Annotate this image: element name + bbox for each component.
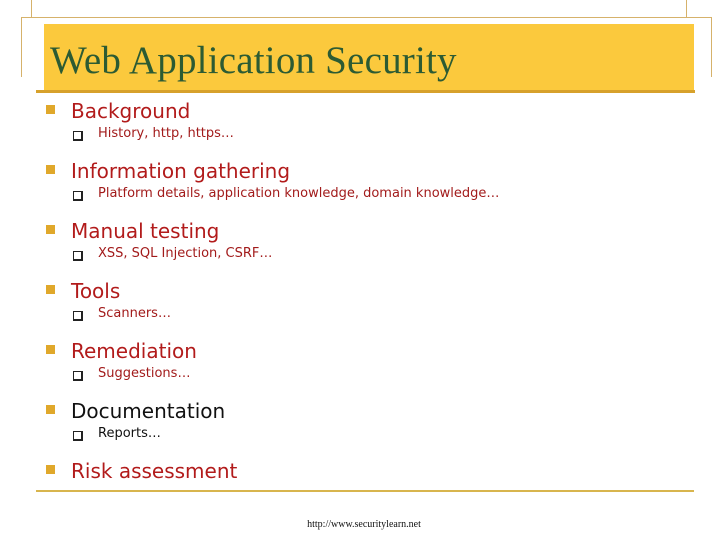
hollow-square-bullet-icon [73, 371, 83, 381]
outline-sub-label: Suggestions… [98, 366, 191, 381]
footer-url: http://www.securitylearn.net [307, 519, 421, 530]
outline-label: Information gathering [71, 159, 291, 183]
outline-item-tools [46, 275, 696, 335]
slide-frame-top-line [21, 17, 712, 18]
outline-item-remediation [46, 335, 696, 395]
square-bullet-icon [46, 465, 55, 474]
title-rule [36, 90, 695, 93]
outline-sub-label: Platform details, application knowledge, domain knowledge… [98, 186, 500, 201]
hollow-square-bullet-icon [73, 431, 83, 441]
outline-label: Remediation [71, 339, 197, 363]
square-bullet-icon [46, 285, 55, 294]
slide-frame-right-tick [686, 0, 687, 17]
square-bullet-icon [46, 345, 55, 354]
slide-frame-left-line [21, 17, 22, 77]
square-bullet-icon [46, 165, 55, 174]
hollow-square-bullet-icon [73, 251, 83, 261]
outline-label: Tools [71, 279, 121, 303]
hollow-square-bullet-icon [73, 311, 83, 321]
outline-item-information-gathering [46, 155, 696, 215]
outline-item-documentation [46, 395, 696, 455]
outline-label: Background [71, 99, 191, 123]
outline-item-risk-assessment [46, 455, 696, 487]
square-bullet-icon [46, 225, 55, 234]
outline-label: Risk assessment [71, 459, 238, 483]
outline-item-manual-testing [46, 215, 696, 275]
outline-sub-label: XSS, SQL Injection, CSRF… [98, 246, 273, 261]
slide-frame-left-tick [31, 0, 32, 17]
outline-label: Documentation [71, 399, 226, 423]
outline-sub-label: History, http, https… [98, 126, 234, 141]
outline-sub-label: Reports… [98, 426, 161, 441]
slide-outline [46, 95, 696, 487]
footer-rule [36, 490, 694, 492]
outline-sub-label: Scanners… [98, 306, 171, 321]
outline-label: Manual testing [71, 219, 220, 243]
hollow-square-bullet-icon [73, 191, 83, 201]
square-bullet-icon [46, 105, 55, 114]
slide-title: Web Application Security [50, 39, 457, 82]
outline-item-background [46, 95, 696, 155]
hollow-square-bullet-icon [73, 131, 83, 141]
slide-frame-right-line [711, 17, 712, 77]
square-bullet-icon [46, 405, 55, 414]
